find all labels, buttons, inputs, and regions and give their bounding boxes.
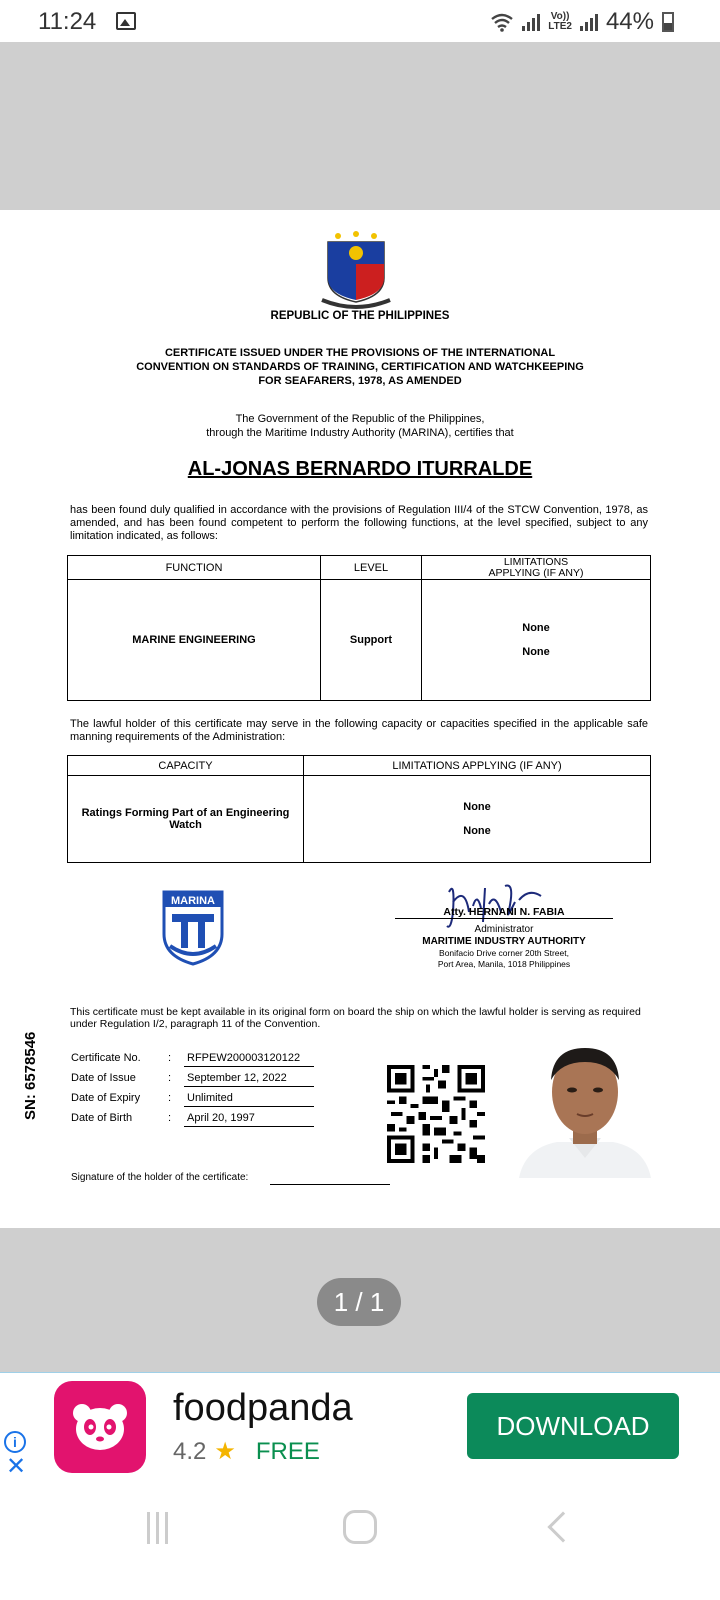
capacity-line-2: Watch (169, 819, 202, 831)
header-limitations (422, 556, 651, 580)
header-level: LEVEL (321, 556, 422, 580)
recent-apps-icon[interactable] (147, 1512, 177, 1544)
battery-icon (662, 12, 674, 32)
header-function: FUNCTION (68, 556, 321, 580)
marina-logo-icon (162, 890, 224, 966)
cell-function: MARINE ENGINEERING (68, 580, 321, 701)
field-colon: : (168, 1052, 172, 1064)
rating-value: 4.2 (173, 1437, 207, 1465)
marina-logo-text: MARINA (171, 895, 215, 907)
status-bar (0, 0, 720, 42)
star-icon: ★ (214, 1438, 236, 1465)
capacity-table (67, 755, 651, 863)
holder-signature-label: Signature of the holder of the certificate: (71, 1172, 249, 1183)
holder-name: AL-JONAS BERNARDO ITURRALDE (187, 458, 533, 480)
field-colon: : (168, 1112, 172, 1124)
cell-capacity-limitations (304, 776, 651, 863)
philippine-seal-icon (318, 230, 394, 312)
field-value: September 12, 2022 (184, 1072, 314, 1087)
download-button[interactable]: DOWNLOAD (467, 1393, 679, 1459)
field-label: Certificate No. (71, 1052, 141, 1064)
home-icon[interactable] (343, 1510, 377, 1544)
cap-limit-2: None (463, 825, 491, 837)
field-label: Date of Birth (71, 1112, 133, 1124)
republic-heading: REPUBLIC OF THE PHILIPPINES (270, 310, 450, 322)
status-indicators (490, 8, 674, 36)
cap-limit-1: None (463, 801, 491, 813)
lte-label: LTE2 (548, 21, 572, 32)
provision-line-1: CERTIFICATE ISSUED UNDER THE PROVISIONS OF THE INTERNATIONAL (164, 347, 556, 359)
capacity-paragraph: The lawful holder of this certificate may serve in the following capacity or capacities specified in the applicable safe manning requirements of the Administration: (70, 718, 648, 743)
header-limitations-line1: LIMITATIONS (503, 555, 569, 568)
volte-label: Vo)) (550, 11, 570, 22)
signal-icon-2 (580, 13, 598, 31)
function-table (67, 555, 651, 701)
limit-1: None (522, 622, 550, 634)
ad-price: FREE (255, 1437, 320, 1465)
provision-heading (0, 346, 720, 388)
lte-indicator (548, 12, 572, 32)
field-value: Unlimited (184, 1092, 314, 1107)
signal-icon (522, 13, 540, 31)
govt-line-2: through the Maritime Industry Authority (MARINA), certifies that (206, 427, 514, 439)
address-line-2: Port Area, Manila, 1018 Philippines (437, 959, 571, 969)
govt-line-1: The Government of the Republic of the Philippines, (235, 413, 485, 425)
serial-number: SN: 6578546 (22, 1031, 39, 1120)
ad-close-icon[interactable]: ✕ (6, 1453, 27, 1480)
field-colon: : (168, 1072, 172, 1084)
header-capacity-limitations: LIMITATIONS APPLYING (IF ANY) (304, 756, 651, 776)
government-statement (0, 412, 720, 440)
navigation-bar (0, 1488, 720, 1600)
qr-code-icon (387, 1065, 485, 1163)
ad-info-icon[interactable]: i (4, 1431, 26, 1453)
page-indicator: 1 / 1 (317, 1278, 401, 1326)
ad-app-name[interactable]: foodpanda (173, 1387, 353, 1429)
address-line-1: Bonifacio Drive corner 20th Street, (439, 948, 569, 958)
provision-line-3: FOR SEAFARERS, 1978, AS AMENDED (258, 375, 462, 387)
foodpanda-app-icon[interactable] (54, 1381, 146, 1473)
capacity-line-1: Ratings Forming Part of an Engineering (81, 807, 290, 819)
cell-capacity (68, 776, 304, 863)
ad-rating (173, 1437, 320, 1466)
header-limitations-line2: APPLYING (IF ANY) (488, 566, 584, 579)
field-label: Date of Expiry (71, 1092, 141, 1104)
header-capacity: CAPACITY (68, 756, 304, 776)
signatory-title: Administrator (474, 924, 534, 935)
status-time: 11:24 (38, 8, 97, 35)
ad-banner[interactable] (0, 1372, 720, 1488)
authority-name: MARITIME INDUSTRY AUTHORITY (422, 936, 586, 947)
battery-percent: 44% (605, 8, 654, 35)
keep-notice: This certificate must be kept available in its original form on board the ship on which the lawful holder is serving as required under Regulation I/2, paragraph 11 of the Convention. (70, 1006, 641, 1030)
holder-photo (517, 1040, 653, 1178)
wifi-icon (490, 12, 514, 32)
back-icon[interactable] (547, 1511, 578, 1542)
field-colon: : (168, 1092, 172, 1104)
field-value: RFPEW200003120122 (184, 1052, 314, 1067)
signatory-name: Atty. HERNANI N. FABIA (443, 906, 565, 918)
gallery-icon (116, 12, 136, 30)
cell-level: Support (321, 580, 422, 701)
holder-signature-line (270, 1184, 390, 1185)
field-value: April 20, 1997 (184, 1112, 314, 1127)
signatory-block (395, 918, 613, 970)
panda-icon (72, 1401, 128, 1451)
certificate-page[interactable] (0, 210, 720, 1228)
provision-line-2: CONVENTION ON STANDARDS OF TRAINING, CERTIFICATION AND WATCHKEEPING (136, 361, 584, 373)
field-label: Date of Issue (71, 1072, 136, 1084)
qualification-paragraph: has been found duly qualified in accordance with the provisions of Regulation III/4 of the STCW Convention, 1978, as amended, and has been found competent to perform the following functions, at the level specified, subject to any limitation indicated, as follows: (70, 504, 648, 542)
limit-2: None (522, 646, 550, 658)
cell-limitations (422, 580, 651, 701)
